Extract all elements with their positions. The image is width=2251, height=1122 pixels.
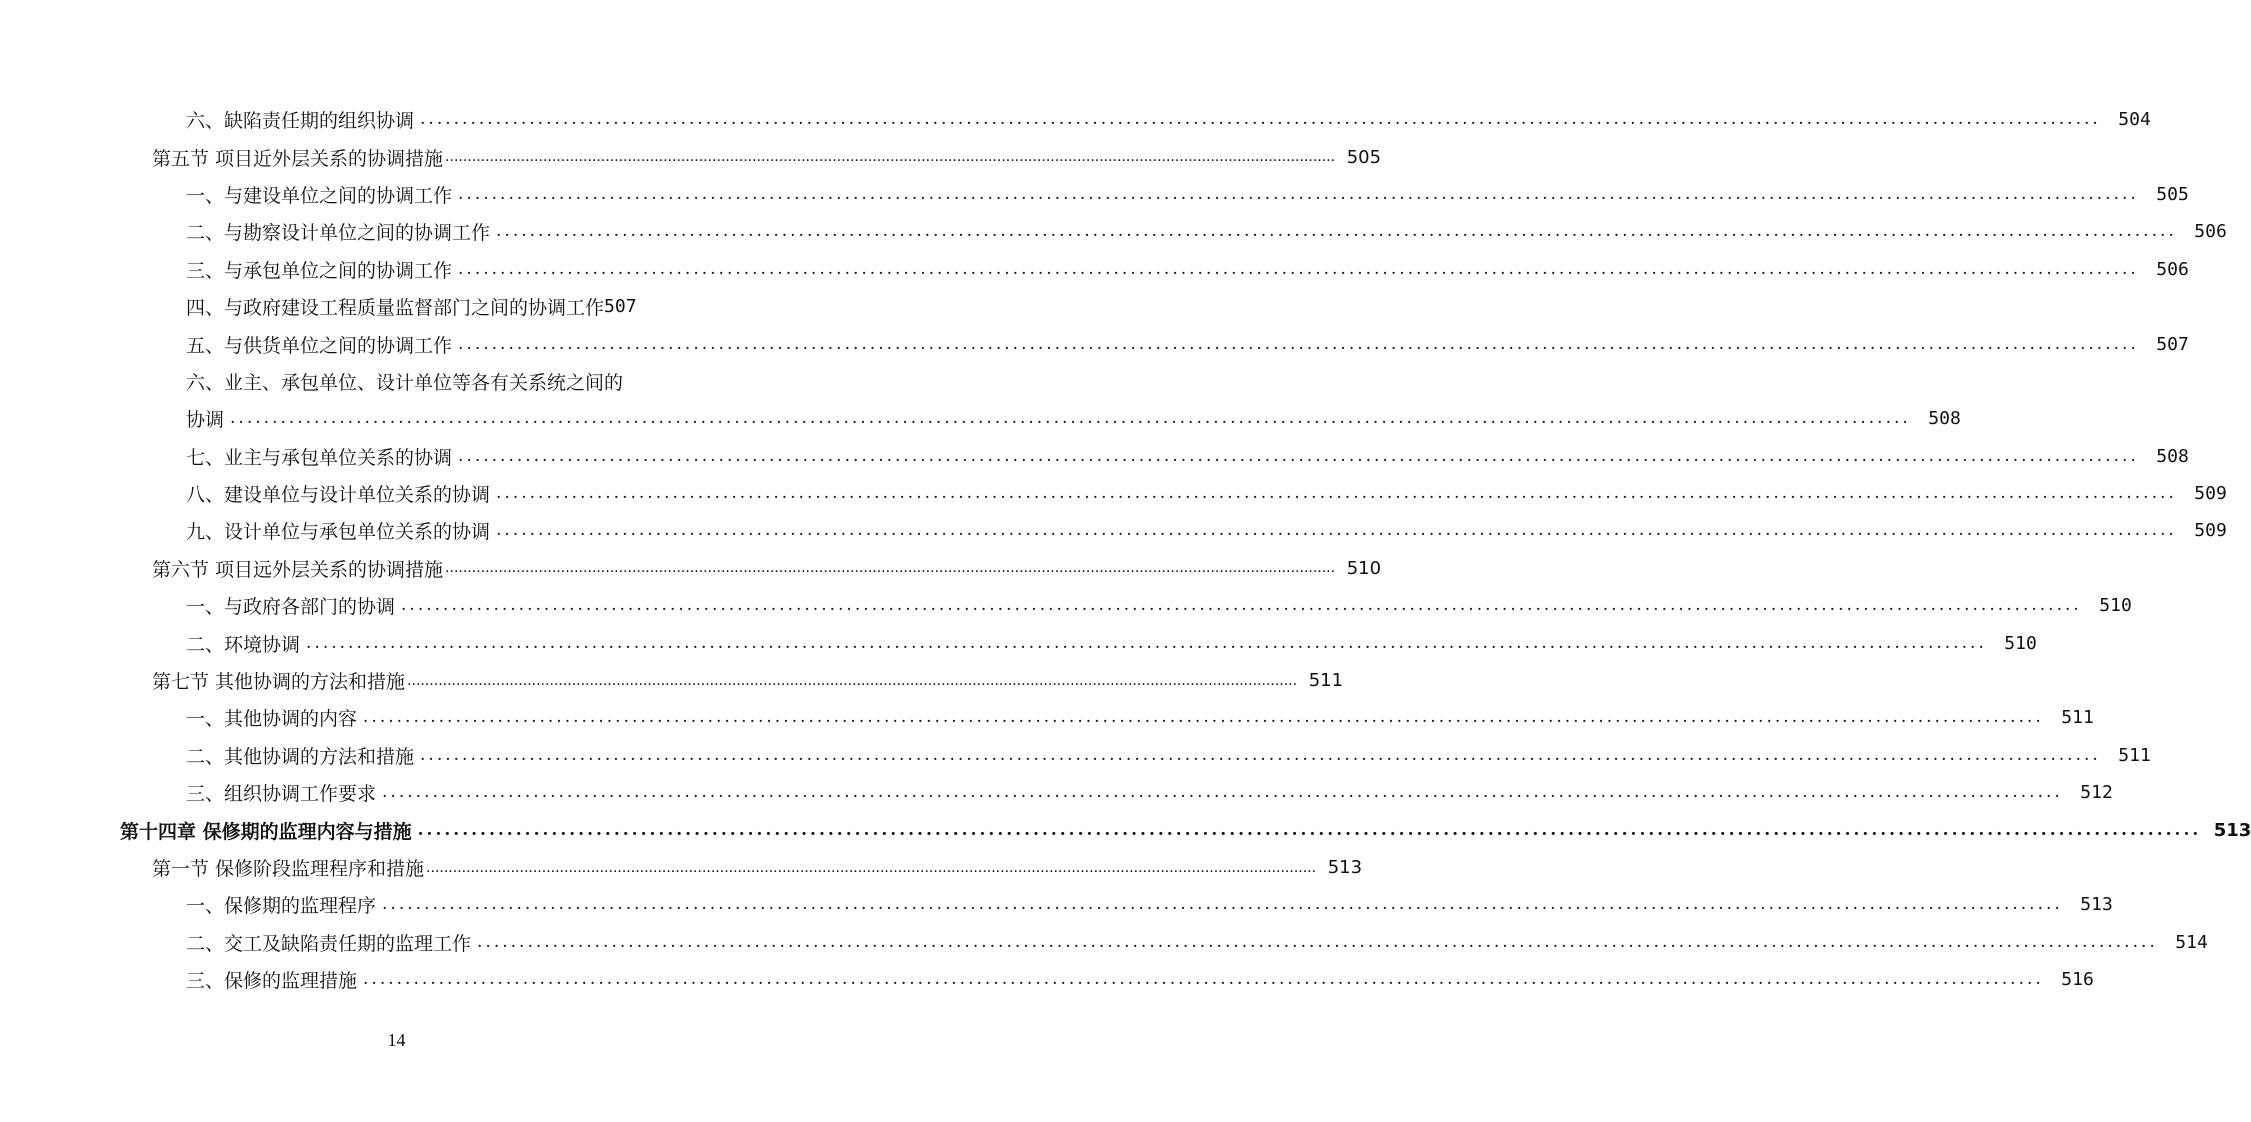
toc-entry[interactable] bbox=[0, 774, 2113, 811]
toc-entry-page: 513 bbox=[2213, 819, 2251, 841]
toc-leader-dots: ........................................................................................................................................................................................................ bbox=[382, 782, 2063, 803]
toc-entry-title: 二、交工及缺陷责任期的监理工作 bbox=[186, 932, 472, 955]
toc-entry-page: 507 bbox=[604, 296, 637, 318]
toc-entry[interactable] bbox=[0, 512, 2227, 549]
toc-entry-page: 506 bbox=[2156, 258, 2189, 280]
toc-entry[interactable] bbox=[0, 699, 2094, 736]
toc-entry-title: 第五节 项目近外层关系的协调措施 bbox=[152, 147, 444, 170]
toc-leader-dots: ........................................................................................................................................................................................................ bbox=[417, 819, 2202, 840]
toc-leader-dots: ........................................................................................................................................................................................................ bbox=[458, 258, 2139, 279]
toc-entry[interactable] bbox=[0, 288, 683, 325]
toc-entry-page: 510 bbox=[2099, 595, 2132, 617]
toc-entry-title: 二、环境协调 bbox=[186, 633, 301, 656]
toc-entry-title: 六、缺陷责任期的组织协调 bbox=[186, 110, 415, 133]
toc-entry[interactable] bbox=[0, 849, 1363, 886]
toc-entry[interactable] bbox=[0, 325, 2189, 362]
toc-entry-title: 八、建设单位与设计单位关系的协调 bbox=[186, 484, 491, 507]
toc-entry-page: 505 bbox=[1346, 146, 1382, 168]
toc-entry-page: 516 bbox=[2061, 969, 2094, 991]
toc-entry-page: 509 bbox=[2194, 520, 2227, 542]
toc-entry-page: 510 bbox=[2004, 632, 2037, 654]
toc-entry[interactable] bbox=[0, 176, 2189, 213]
toc-leader-dots: ........................................................................................................................................................................................................ bbox=[496, 221, 2177, 242]
toc-entry[interactable] bbox=[0, 662, 1344, 699]
toc-leader-dots: ........................................................................................................................................................................................................ bbox=[230, 408, 1911, 429]
toc-entry-title: 九、设计单位与承包单位关系的协调 bbox=[186, 521, 491, 544]
toc-leader-dots: ........................................................................................................................................................................................................ bbox=[382, 894, 2063, 915]
toc-entry-page: 512 bbox=[2080, 782, 2113, 804]
toc-leader-dots: ........................................................................................................................................................................................................ bbox=[445, 560, 1336, 577]
toc-entry[interactable] bbox=[0, 475, 2227, 512]
toc-entry-title: 协调 bbox=[186, 409, 225, 432]
toc-entry[interactable] bbox=[0, 363, 683, 400]
toc-leader-dots: ........................................................................................................................................................................................................ bbox=[426, 859, 1317, 876]
toc-entry-title: 一、与建设单位之间的协调工作 bbox=[186, 184, 453, 207]
toc-entry-title: 六、业主、承包单位、设计单位等各有关系统之间的 bbox=[186, 371, 624, 394]
toc-entry-title: 四、与政府建设工程质量监督部门之间的协调工作 bbox=[186, 297, 605, 320]
toc-entry[interactable] bbox=[0, 924, 2208, 961]
toc-entry-page: 508 bbox=[2156, 445, 2189, 467]
toc-entry-page: 513 bbox=[1327, 857, 1363, 878]
toc-entry-page: 511 bbox=[2118, 744, 2151, 766]
toc-entry[interactable] bbox=[0, 737, 2151, 774]
toc-entry-page: 511 bbox=[2061, 707, 2094, 729]
table-of-contents bbox=[0, 101, 2251, 998]
page-number: 14 bbox=[387, 1030, 406, 1050]
toc-leader-dots: ........................................................................................................................................................................................................ bbox=[496, 483, 2177, 504]
toc-entry-page: 510 bbox=[1346, 557, 1382, 579]
toc-entry-title: 一、其他协调的内容 bbox=[186, 708, 358, 731]
toc-entry-title: 第七节 其他协调的方法和措施 bbox=[152, 671, 406, 694]
toc-leader-dots: ........................................................................................................................................................................................................ bbox=[363, 969, 2044, 990]
toc-entry-page: 511 bbox=[1308, 670, 1344, 692]
toc-entry-title: 五、与供货单位之间的协调工作 bbox=[186, 334, 453, 357]
toc-leader-dots: ........................................................................................................................................................................................................ bbox=[445, 149, 1336, 166]
toc-entry-title: 一、保修期的监理程序 bbox=[186, 895, 377, 918]
toc-entry-title: 一、与政府各部门的协调 bbox=[186, 596, 396, 619]
toc-leader-dots: ........................................................................................................................................................................................................ bbox=[420, 744, 2101, 765]
toc-entry[interactable] bbox=[0, 400, 1961, 437]
toc-leader-dots: ........................................................................................................................................................................................................ bbox=[496, 520, 2177, 541]
toc-entry-title: 第一节 保修阶段监理程序和措施 bbox=[152, 858, 425, 880]
toc-entry-title: 第十四章 保修期的监理内容与措施 bbox=[120, 820, 412, 843]
toc-entry[interactable] bbox=[0, 550, 1382, 587]
toc-entry-page: 509 bbox=[2194, 483, 2227, 505]
toc-entry[interactable] bbox=[0, 811, 2251, 848]
toc-leader-dots: ........................................................................................................................................................................................................ bbox=[407, 672, 1298, 689]
toc-entry-title: 第六节 项目远外层关系的协调措施 bbox=[152, 558, 444, 581]
toc-entry-page: 504 bbox=[2118, 109, 2151, 131]
toc-leader-dots: ........................................................................................................................................................................................................ bbox=[477, 931, 2158, 952]
toc-entry-title: 三、保修的监理措施 bbox=[186, 970, 358, 993]
toc-entry-title: 三、组织协调工作要求 bbox=[186, 783, 377, 806]
toc-leader-dots: ........................................................................................................................................................................................................ bbox=[458, 183, 2139, 204]
toc-leader-dots: ........................................................................................................................................................................................................ bbox=[306, 632, 1987, 653]
toc-entry[interactable] bbox=[0, 101, 2151, 138]
toc-entry-title: 七、业主与承包单位关系的协调 bbox=[186, 446, 453, 469]
toc-entry[interactable] bbox=[0, 251, 2189, 288]
toc-leader-dots: ........................................................................................................................................................................................................ bbox=[458, 445, 2139, 466]
toc-entry[interactable] bbox=[0, 624, 2037, 661]
toc-leader-dots: ........................................................................................................................................................................................................ bbox=[363, 707, 2044, 728]
toc-entry-title: 二、与勘察设计单位之间的协调工作 bbox=[186, 222, 491, 245]
toc-entry-page: 505 bbox=[2156, 183, 2189, 205]
toc-entry[interactable] bbox=[0, 587, 2132, 624]
toc-entry-page: 506 bbox=[2194, 221, 2227, 243]
toc-entry[interactable] bbox=[0, 138, 1382, 175]
toc-leader-dots: ........................................................................................................................................................................................................ bbox=[401, 595, 2082, 616]
toc-entry-page: 507 bbox=[2156, 333, 2189, 355]
toc-entry-page: 514 bbox=[2175, 931, 2208, 953]
toc-leader-dots: ........................................................................................................................................................................................................ bbox=[420, 109, 2101, 130]
toc-leader-dots: ........................................................................................................................................................................................................ bbox=[458, 333, 2139, 354]
toc-entry-title: 三、与承包单位之间的协调工作 bbox=[186, 259, 453, 282]
toc-entry[interactable] bbox=[0, 886, 2113, 923]
toc-entry[interactable] bbox=[0, 438, 2189, 475]
toc-entry[interactable] bbox=[0, 213, 2227, 250]
toc-entry-title: 二、其他协调的方法和措施 bbox=[186, 745, 415, 768]
toc-entry[interactable] bbox=[0, 961, 2094, 998]
toc-entry-page: 508 bbox=[1928, 408, 1961, 430]
toc-entry-page: 513 bbox=[2080, 894, 2113, 916]
